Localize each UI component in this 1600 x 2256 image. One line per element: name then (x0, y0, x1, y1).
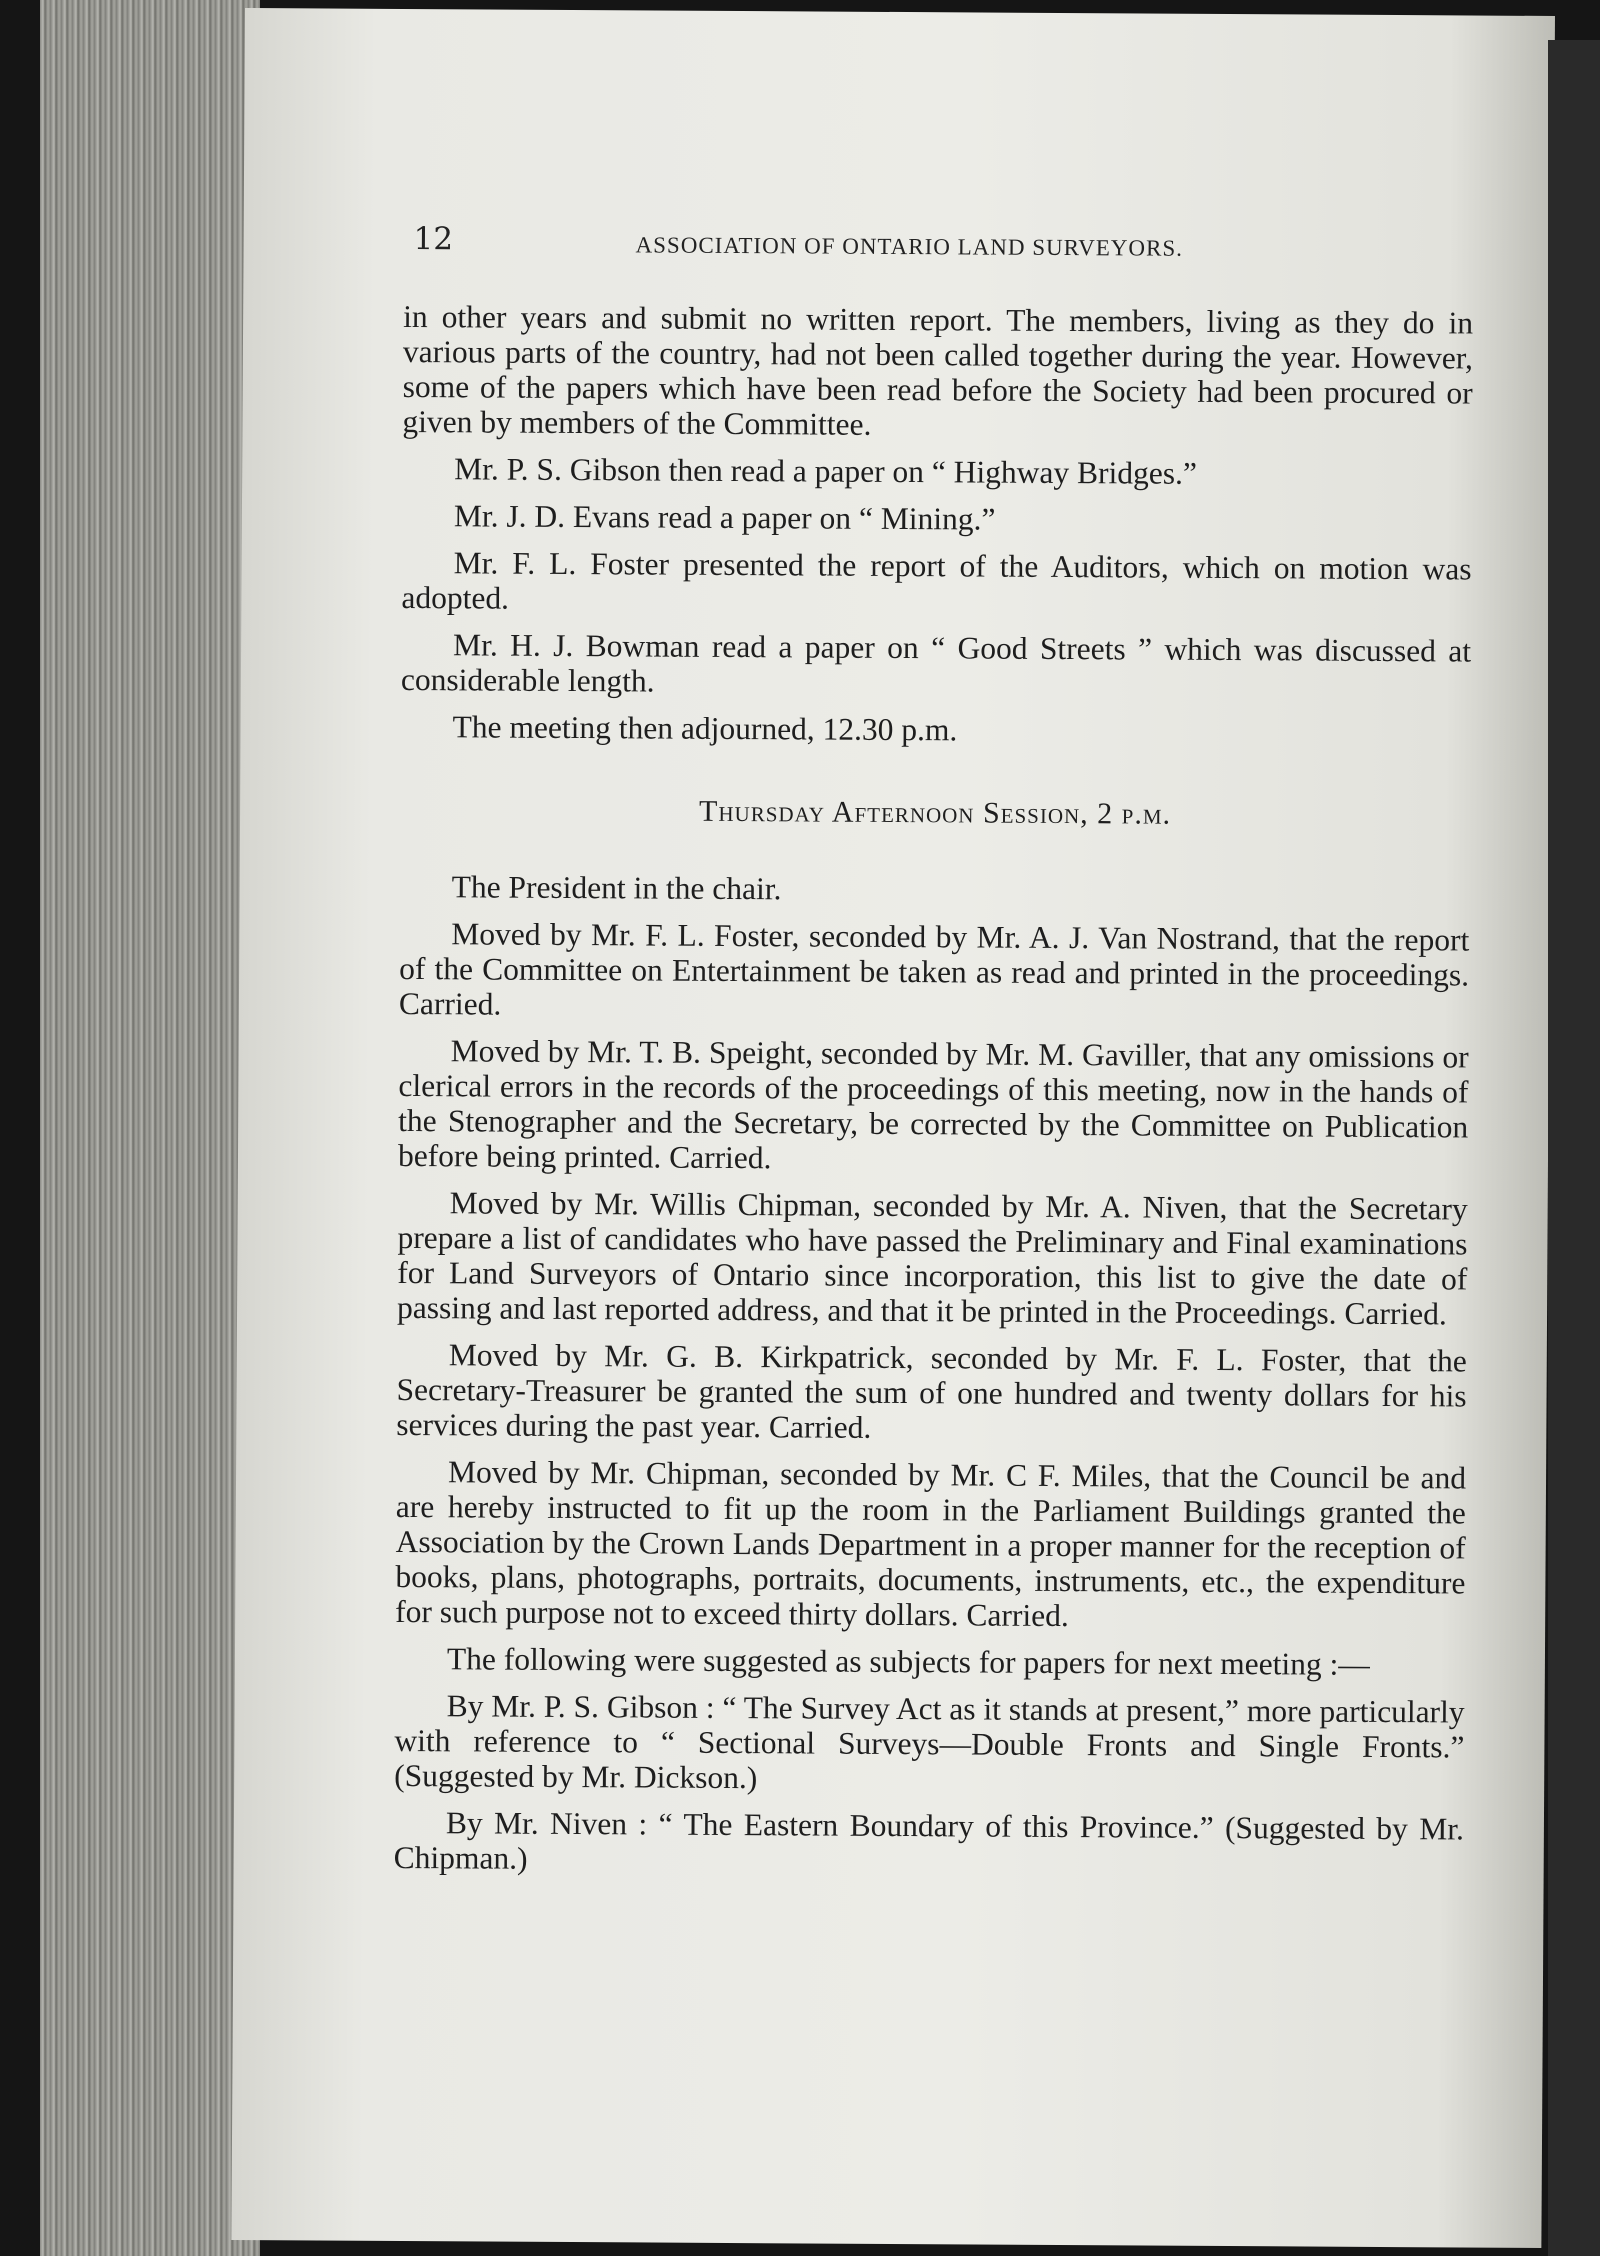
paragraph: By Mr. P. S. Gibson : “ The Survey Act as it stands at present,” more particularly with reference to “ Sectional Surveys—Double Fronts and Single Fronts.” (Suggested by Mr. Dickson.) (394, 1688, 1465, 1796)
paragraph: Mr. F. L. Foster presented the report of the Auditors, which on motion was adopted. (401, 545, 1472, 616)
paragraph: The meeting then adjourned, 12.30 p.m. (452, 709, 958, 748)
paragraph: By Mr. Niven : “ The Eastern Boundary of this Province.” (Suggested by Mr. Chipman.) (393, 1805, 1465, 1876)
paragraph: Moved by Mr. Willis Chipman, seconded by Mr. A. Niven, that the Secretary prepare a list of candidates who have passed the Preliminary and Final examinations for Land Surveyors of Ontario since incorporation, this list to give the date of passing and last reported address, and that it be printed in the Proceedings. Carried. (396, 1185, 1468, 1332)
paragraph: The following were suggested as subjects for papers for next meeting :— (446, 1641, 1370, 1682)
book-page-edges (40, 0, 260, 2256)
page-body (394, 299, 1474, 1894)
paragraph: Mr. J. D. Evans read a paper on “ Mining.” (453, 498, 996, 537)
book-page (231, 8, 1555, 2248)
paragraph: Moved by Mr. G. B. Kirkpatrick, seconded by Mr. F. L. Foster, that the Secretary-Treasurer be granted the sum of one hundred and twenty dollars for his services during the past year. Carried. (396, 1337, 1467, 1445)
page-number: 12 (413, 221, 454, 258)
page-header (413, 221, 1553, 268)
paragraph: Moved by Mr. F. L. Foster, seconded by Mr. A. J. Van Nostrand, that the report of the Committee on Entertainment be taken as read and printed in the proceedings. Carried. (398, 916, 1470, 1022)
paragraph: Moved by Mr. T. B. Speight, seconded by Mr. M. Gaviller, that any omissions or clerical errors in the records of the proceedings of this meeting, now in the hands of the Stenographer and the Secretary, be corrected by the Committee on Publication before being printed. Carried. (397, 1033, 1469, 1176)
paragraph: The President in the chair. (451, 869, 782, 907)
paragraph: in other years and submit no written report. The members, living as they do in various parts of the country, had not been called together during the year. However, some of the papers which have been read before the Society had been procured or given by members of the Committee. (402, 298, 1474, 442)
scan-border (1548, 40, 1600, 2256)
paragraph: Mr. P. S. Gibson then read a paper on “ Highway Bridges.” (454, 451, 1198, 491)
session-heading: Thursday Afternoon Session, 2 p.m. (699, 794, 1172, 831)
paragraph: Mr. H. J. Bowman read a paper on “ Good Streets ” which was discussed at considerable length. (400, 627, 1472, 699)
running-head: ASSOCIATION OF ONTARIO LAND SURVEYORS. (635, 232, 1184, 261)
paragraph: Moved by Mr. Chipman, seconded by Mr. C F. Miles, that the Council be and are hereby instructed to fit up the room in the Parliament Buildings granted the Association by the Crown Lands Department in a proper manner for the reception of books, plans, photographs, portraits, documents, instruments, etc., the expenditure for such purpose not to exceed thirty dollars. Carried. (395, 1454, 1467, 1634)
